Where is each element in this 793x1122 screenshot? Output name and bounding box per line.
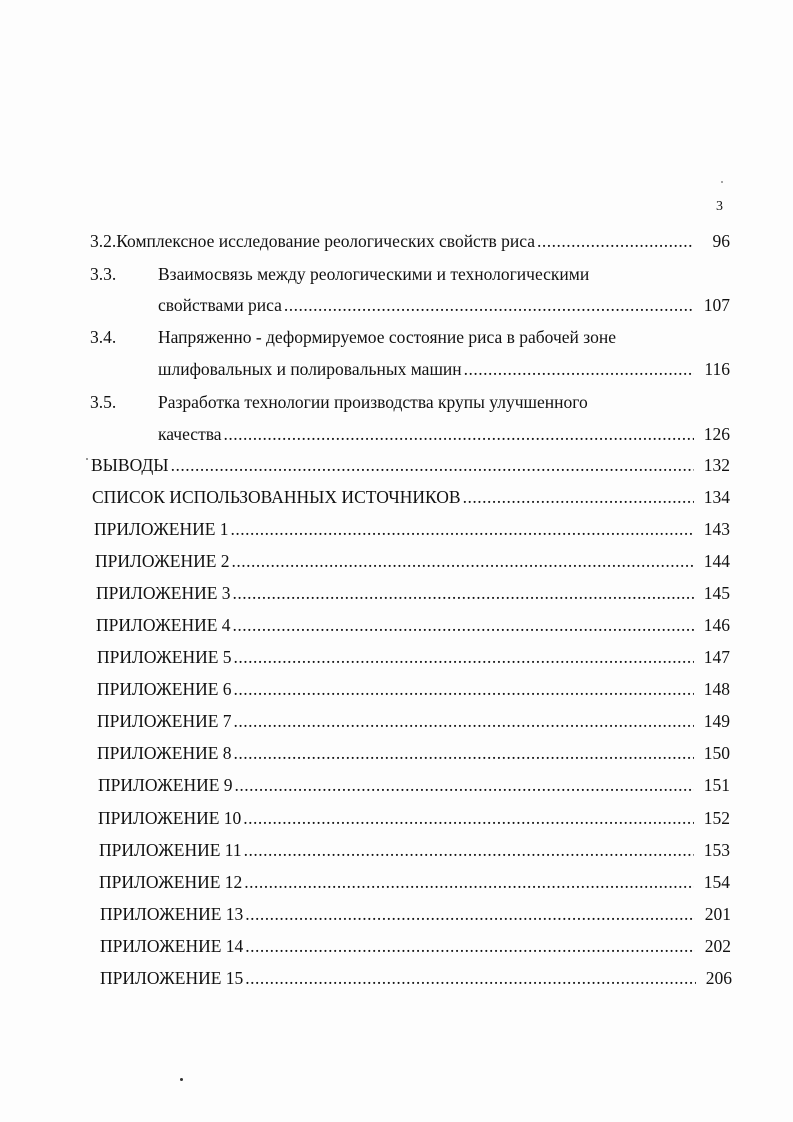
toc-entry-title: ПРИЛОЖЕНИЕ 7: [97, 711, 232, 731]
toc-entry: [92, 485, 730, 509]
toc-entry-number: 3.5.: [90, 392, 117, 412]
toc-entry: [97, 645, 730, 669]
toc-entry-page: 206: [705, 968, 732, 988]
toc-entry-title: СПИСОК ИСПОЛЬЗОВАННЫХ ИСТОЧНИКОВ: [92, 487, 461, 507]
toc-entry-title: ПРИЛОЖЕНИЕ 10: [98, 808, 242, 828]
toc-leader: [537, 229, 694, 253]
toc-entry-title: ПРИЛОЖЕНИЕ 9: [98, 775, 233, 795]
toc-leader: [464, 357, 694, 381]
toc-entry: [90, 390, 730, 414]
toc-entry-page: 153: [703, 840, 730, 860]
toc-entry: [98, 806, 730, 830]
toc-entry-page: 116: [704, 359, 730, 379]
toc-leader: [245, 966, 696, 990]
toc-entry-title: свойствами риса: [158, 295, 282, 315]
page-number: 3: [716, 199, 723, 214]
toc-leader: [284, 293, 694, 317]
toc-leader: [232, 549, 694, 573]
toc-entry-title: ВЫВОДЫ: [91, 455, 169, 475]
toc-leader: [243, 806, 694, 830]
toc-entry-title: Напряженно - деформируемое состояние риса в рабочей зоне: [158, 327, 616, 347]
toc-leader: [234, 645, 694, 669]
toc-entry-title: ПРИЛОЖЕНИЕ 1: [94, 519, 229, 539]
toc-entry: [90, 325, 730, 349]
toc-entry: [90, 229, 730, 253]
toc-entry-page: 146: [703, 615, 730, 635]
toc-entry-title: ПРИЛОЖЕНИЕ 14: [100, 936, 244, 956]
toc-entry-title: Комплексное исследование реологических свойств риса: [116, 231, 535, 251]
toc-entry-title: ПРИЛОЖЕНИЕ 12: [99, 872, 243, 892]
toc-entry: [91, 453, 730, 477]
toc-entry-page: 126: [703, 424, 730, 444]
toc-leader: [224, 422, 694, 446]
toc-leader: [234, 709, 694, 733]
toc-entry-page: 147: [703, 647, 730, 667]
toc-entry-number: 3.2.: [90, 231, 117, 251]
toc-entry: [100, 966, 732, 990]
toc-leader: [234, 677, 694, 701]
toc-entry-continuation: [158, 357, 730, 381]
toc-leader: [233, 613, 694, 637]
toc-entry-title: ПРИЛОЖЕНИЕ 15: [100, 968, 244, 988]
toc-entry-title: Взаимосвязь между реологическими и технологическими: [158, 264, 590, 284]
toc-entry: [96, 581, 730, 605]
toc-entry-page: 144: [703, 551, 730, 571]
toc-leader: [235, 773, 694, 797]
toc-entry-title: ПРИЛОЖЕНИЕ 3: [96, 583, 231, 603]
toc-leader: [231, 517, 694, 541]
toc-entry-title: ПРИЛОЖЕНИЕ 11: [99, 840, 242, 860]
toc-entry: [95, 549, 730, 573]
toc-entry-title: ПРИЛОЖЕНИЕ 4: [96, 615, 231, 635]
toc-leader: [233, 581, 694, 605]
toc-entry-title: шлифовальных и полировальных машин: [158, 359, 462, 379]
toc-entry-title: Разработка технологии производства крупы улучшенного: [158, 392, 588, 412]
toc-entry: [99, 870, 730, 894]
toc-leader: [245, 902, 695, 926]
toc-leader: [171, 453, 694, 477]
toc-entry-number: 3.3.: [90, 264, 117, 284]
toc-leader: [245, 934, 695, 958]
toc-entry-page: 152: [703, 808, 730, 828]
toc-leader: [244, 870, 694, 894]
toc-entry: [96, 613, 730, 637]
toc-entry-page: 107: [703, 295, 730, 315]
toc-entry-title: ПРИЛОЖЕНИЕ 13: [100, 904, 244, 924]
scan-speck: [86, 458, 88, 460]
toc-entry: [94, 517, 730, 541]
scan-speck: [721, 181, 723, 183]
toc-leader: [244, 838, 694, 862]
toc-entry-page: 134: [703, 487, 730, 507]
toc-entry: [100, 902, 731, 926]
toc-entry-title: ПРИЛОЖЕНИЕ 6: [97, 679, 232, 699]
toc-entry-page: 202: [704, 936, 731, 956]
toc-entry-page: 96: [712, 231, 730, 251]
toc-leader: [234, 741, 694, 765]
toc-entry: [97, 709, 730, 733]
toc-leader: [463, 485, 694, 509]
toc-entry-page: 201: [704, 904, 731, 924]
toc-entry-page: 132: [703, 455, 730, 475]
toc-entry-page: 148: [703, 679, 730, 699]
toc-entry-continuation: [158, 293, 730, 317]
toc-entry-title: ПРИЛОЖЕНИЕ 2: [95, 551, 230, 571]
toc-entry-page: 150: [703, 743, 730, 763]
toc-entry-page: 145: [703, 583, 730, 603]
toc-entry-title: качества: [158, 424, 222, 444]
toc-entry-page: 154: [703, 872, 730, 892]
toc-entry-page: 143: [703, 519, 730, 539]
toc-entry-page: 151: [703, 775, 730, 795]
toc-entry: [99, 838, 730, 862]
toc-entry: [98, 773, 730, 797]
toc-entry-title: ПРИЛОЖЕНИЕ 5: [97, 647, 232, 667]
scan-speck: [180, 1078, 183, 1081]
toc-entry: [100, 934, 731, 958]
toc-entry-title: ПРИЛОЖЕНИЕ 8: [97, 743, 232, 763]
toc-entry-continuation: [158, 422, 730, 446]
toc-entry: [97, 677, 730, 701]
toc-entry: [97, 741, 730, 765]
toc-entry-number: 3.4.: [90, 327, 117, 347]
toc-entry: [90, 262, 730, 286]
toc-entry-page: 149: [703, 711, 730, 731]
